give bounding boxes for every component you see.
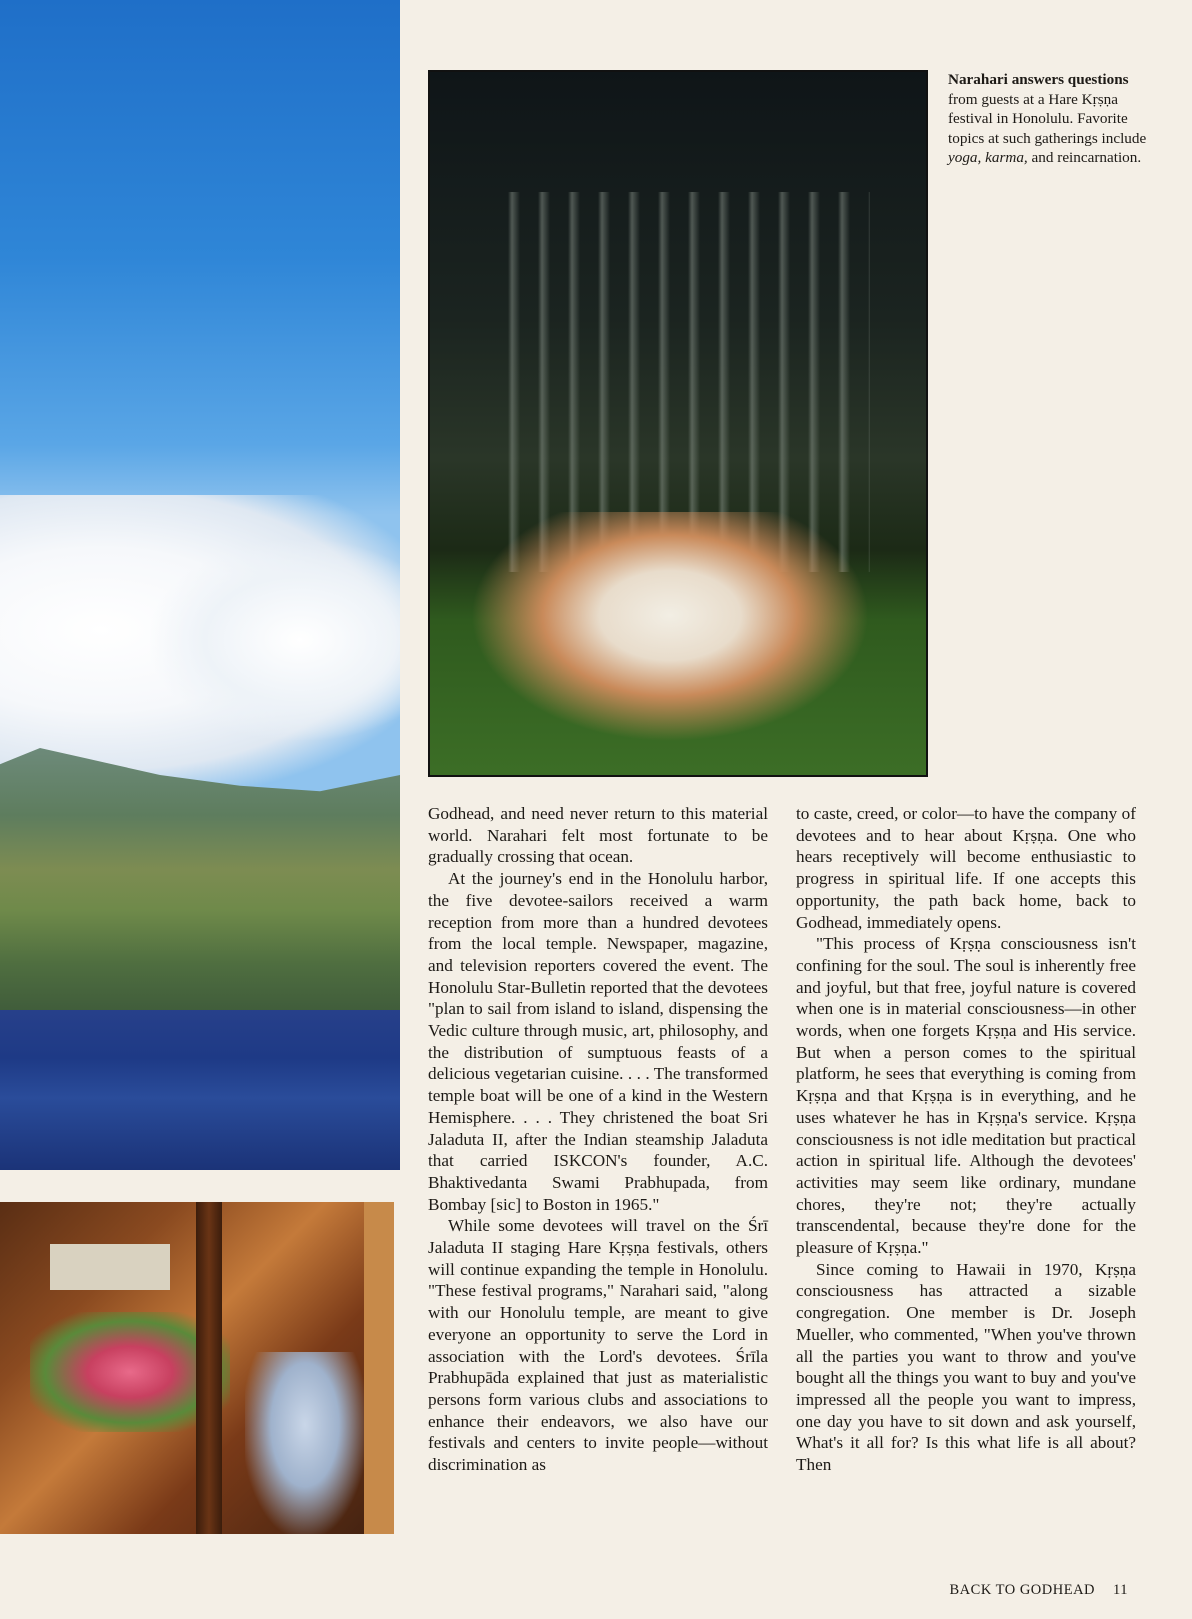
caption-end: and reincarnation.: [1027, 149, 1142, 166]
caption-bold: Narahari answers questions: [948, 71, 1129, 88]
paragraph: Since coming to Hawaii in 1970, Kṛṣṇa consciousness has attracted a sizable congregation. One member is Dr. Joseph Mueller, who commented, "When you've thrown all the parties you want to throw and you've bought all the things you want to buy and you've impressed all the people you want to impress, one day you have to sit down and ask yourself, What's it all for? Is this what life is all about? Then: [796, 1259, 1136, 1475]
photo-caption: [948, 70, 1148, 168]
page-footer: [950, 1582, 1129, 1599]
paragraph: While some devotees will travel on the Śrī Jaladuta II staging Hare Kṛṣṇa festivals, others will continue expanding the temple in Honolulu. "These festival programs," Narahari said, "along with our Honolulu temple, are meant to give everyone an opportunity to serve the Lord in association with the Lord's devotees. Śrīla Prabhupāda explained that just as materialistic persons form various clubs and associations to enhance their endeavors, we also have our festivals and centers to invite people—without discrimination as: [428, 1216, 768, 1475]
seated-guest: [245, 1352, 365, 1534]
paragraph: to caste, creed, or color—to have the company of devotees and to hear about Kṛṣṇa. One who hears receptively will become enthusiastic to progress in spiritual life. If one accepts this opportunity, the path back home, back to Godhead, immediately opens.: [796, 804, 1136, 932]
page-number: 11: [1113, 1582, 1128, 1598]
cabin-pillar: [196, 1202, 222, 1534]
mountain-shape: [0, 748, 400, 1018]
seated-crowd: [470, 512, 870, 742]
paragraph: "This process of Kṛṣṇa consciousness isn't confining for the soul. The soul is inherently free and joyful, but that free, joyful nature is covered when one is in material consciousness—in other words, when one forgets Kṛṣṇa and His service. But when a person comes to the spiritual platform, he sees that everything is coming from Kṛṣṇa and that Kṛṣṇa is in everything, and he uses whatever he has in Kṛṣṇa's service. Kṛṣṇa consciousness is not idle meditation but practical action in spiritual life. Although the devotees' activities may seem like ordinary, mundane chores, they're not; they're actually transcendental, because they're done for the pleasure of Kṛṣṇa.": [796, 934, 1136, 1258]
caption-italic: yoga, karma,: [948, 149, 1028, 166]
sea-shape: [0, 1010, 400, 1170]
magazine-title: BACK TO GODHEAD: [949, 1582, 1096, 1598]
paragraph: Godhead, and need never return to this material world. Narahari felt most fortunate to be gradually crossing that ocean.: [428, 804, 768, 867]
island-sea-photo: [0, 0, 400, 1170]
article-column-1: [428, 803, 768, 1476]
cabin-wall: [364, 1202, 394, 1534]
caption-text: from guests at a Hare Kṛṣṇa festival in Honolulu. Favorite topics at such gatherings include: [948, 90, 1147, 147]
article-column-2: [796, 803, 1136, 1476]
cloud-shape: [150, 540, 400, 740]
boat-interior-photo: [0, 1202, 394, 1534]
cabin-window: [50, 1244, 170, 1290]
paragraph: At the journey's end in the Honolulu harbor, the five devotee-sailors received a warm reception from more than a hundred devotees from the local temple. Newspaper, magazine, and television reporters covered the event. The Honolulu Star-Bulletin reported that the devotees "plan to sail from island to island, dispensing the Vedic culture through music, art, philosophy, and the distribution of sumptuous feasts of a delicious vegetarian cuisine. . . . The transformed temple boat will be one of a kind in the Western Hemisphere. . . . They christened the boat Sri Jaladuta II, after the Indian steamship Jaladuta that carried ISKCON's founder, A.C. Bhaktivedanta Swami Prabhupada, from Bombay [sic] to Boston in 1965.": [428, 869, 768, 1214]
banyan-gathering-photo: [428, 70, 928, 777]
